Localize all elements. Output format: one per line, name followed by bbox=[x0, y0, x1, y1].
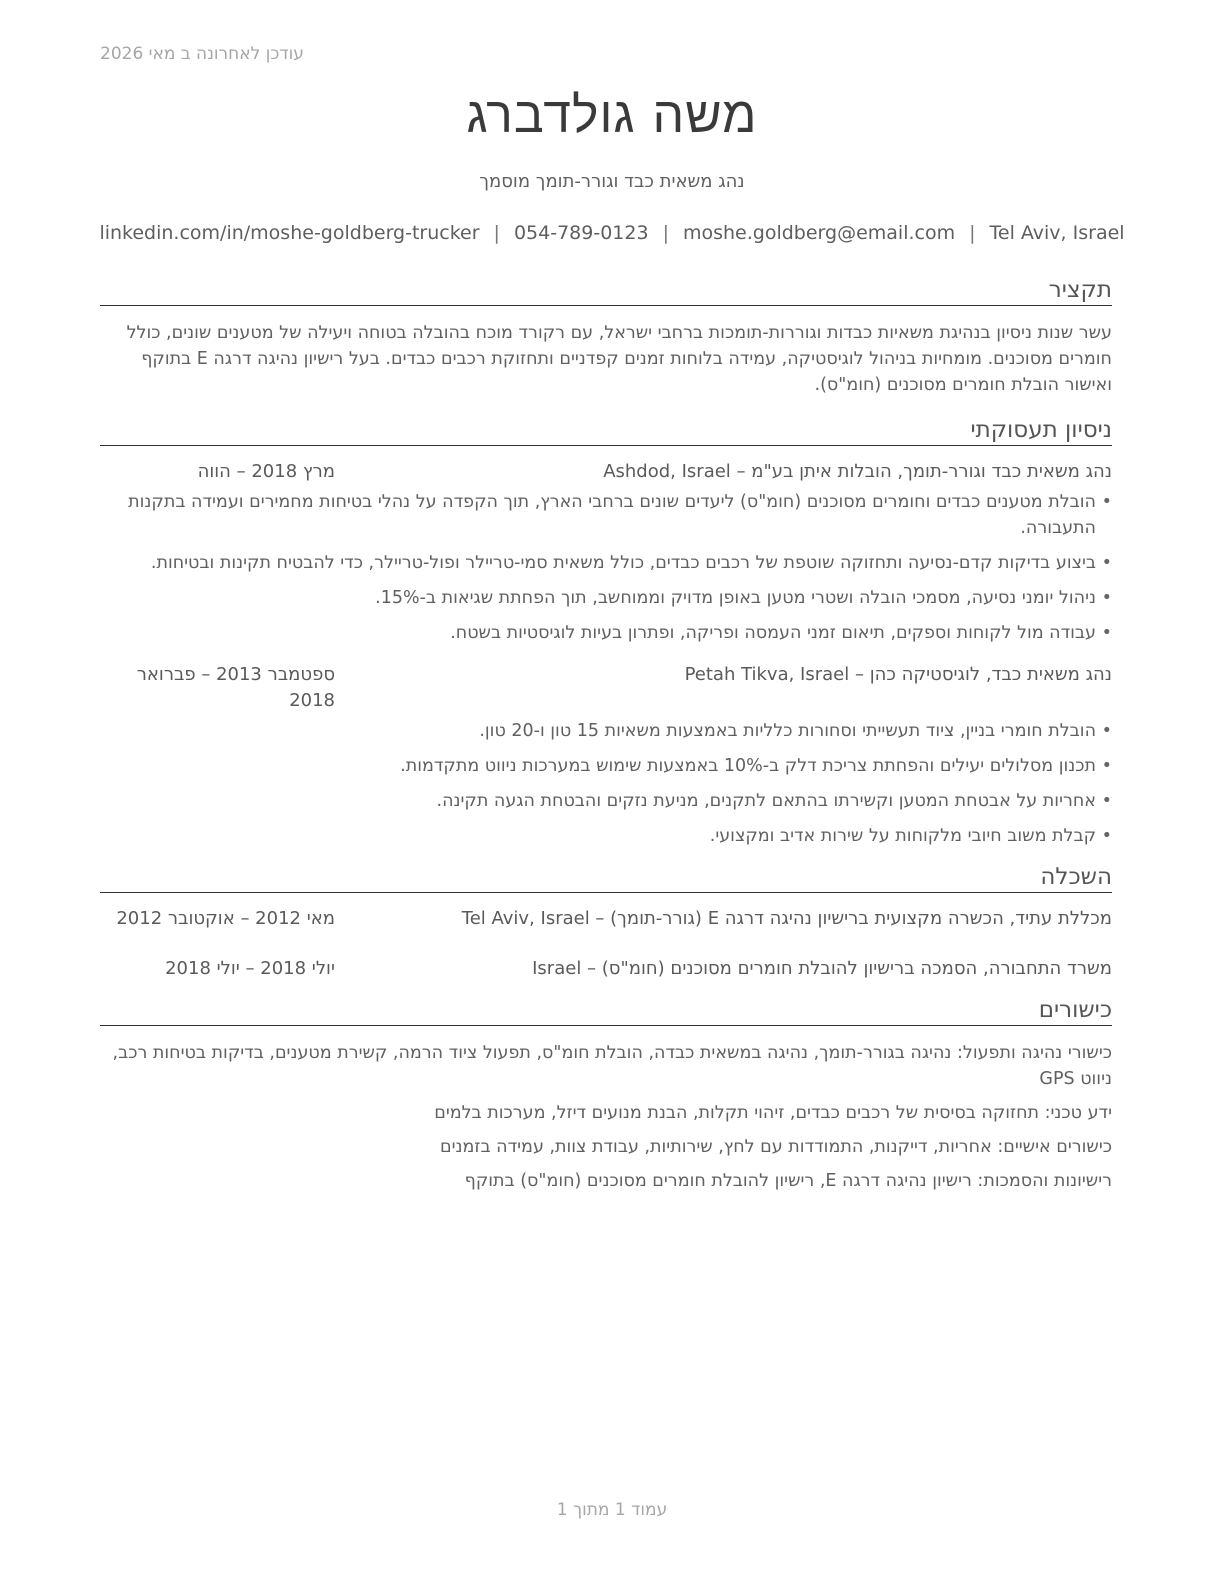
job-bullet: • הובלת מטענים כבדים וחומרים מסוכנים (חומ"ס) ליעדים שונים ברחבי הארץ, תוך הקפדה על נהלי בטיחות מחמירים ועמידה בתקנות התעבורה. bbox=[100, 489, 1112, 541]
candidate-headline: נהג משאית כבד וגורר-תומך מוסמך bbox=[479, 171, 745, 192]
job-title: נהג משאית כבד וגורר-תומך, הובלות איתן בע"מ – Ashdod, Israel bbox=[603, 461, 1112, 482]
job-header bbox=[100, 459, 1112, 485]
phone-number[interactable]: 054-789-0123 bbox=[513, 222, 649, 244]
candidate-name: משה גולדברג bbox=[466, 86, 758, 144]
section-heading-education: השכלה bbox=[100, 863, 1112, 893]
education-dates: יולי 2018 – יולי 2018 bbox=[165, 958, 335, 979]
contact-separator: | bbox=[493, 222, 500, 244]
job-bullet: • קבלת משוב חיובי מלקוחות על שירות אדיב ומקצועי. bbox=[100, 823, 1112, 849]
skill-line: כישורי נהיגה ותפעול: נהיגה בגורר-תומך, נהיגה במשאית כבדה, הובלת חומ"ס, תפעול ציוד הרמה, קשירת מטענים, בדיקות בטיחות רכב, ניווט GPS bbox=[112, 1043, 1112, 1089]
job-bullet: • ניהול יומני נסיעה, מסמכי הובלה ושטרי מטען באופן מדויק וממוחשב, תוך הפחתת שגיאות ב-15%. bbox=[100, 585, 1112, 611]
skills-section bbox=[100, 996, 1112, 1194]
job-entry bbox=[100, 662, 1112, 849]
section-heading-experience: ניסיון תעסוקתי bbox=[100, 416, 1112, 446]
summary-section bbox=[100, 276, 1112, 398]
education-dates: מאי 2012 – אוקטובר 2012 bbox=[116, 908, 335, 929]
education-title: משרד התחבורה, הסמכה ברישיון להובלת חומרים מסוכנים (חומ"ס) – Israel bbox=[532, 958, 1112, 979]
job-bullet: • עבודה מול לקוחות וספקים, תיאום זמני העמסה ופריקה, ופתרון בעיות לוגיסטיות בשטח. bbox=[100, 620, 1112, 646]
job-bullet: • תכנון מסלולים יעילים והפחתת צריכת דלק ב-10% באמצעות שימוש במערכות ניווט מתקדמות. bbox=[100, 753, 1112, 779]
last-updated-note: עודכן לאחרונה ב מאי 2026 bbox=[100, 44, 304, 64]
contact-bar bbox=[0, 222, 1224, 244]
linkedin-link[interactable]: linkedin.com/in/moshe-goldberg-trucker bbox=[99, 222, 480, 244]
job-title: נהג משאית כבד, לוגיסטיקה כהן – Petah Tikva, Israel bbox=[684, 664, 1112, 685]
page-number-footer: עמוד 1 מתוך 1 bbox=[556, 1500, 668, 1520]
email-link[interactable]: moshe.goldberg@email.com bbox=[682, 222, 956, 244]
section-heading-skills: כישורים bbox=[100, 996, 1112, 1026]
job-bullet: • ביצוע בדיקות קדם-נסיעה ותחזוקה שוטפת של רכבים כבדים, כולל משאית סמי-טריילר ופול-טריילר, כדי להבטיח תקינות ובטיחות. bbox=[100, 550, 1112, 576]
job-bullet: • הובלת חומרי בניין, ציוד תעשייתי וסחורות כלליות באמצעות משאיות 15 טון ו-20 טון. bbox=[100, 718, 1112, 744]
job-entry bbox=[100, 459, 1112, 646]
job-bullets bbox=[100, 718, 1112, 849]
job-dates: ספטמבר 2013 – פברואר 2018 bbox=[136, 664, 335, 711]
summary-text: עשר שנות ניסיון בנהיגת משאיות כבדות וגוררות-תומכות ברחבי ישראל, עם רקורד מוכח בהובלה בטוחה ויעילה של מטענים שונים, כולל חומרים מסוכנים. מומחיות בניהול לוגיסטיקה, עמידה בלוחות זמנים קפדניים ותחזוקת רכבים כבדים. בעל רישיון נהיגה דרגה E בתוקף ואישור הובלת חומרים מסוכנים (חומ"ס). bbox=[126, 323, 1112, 395]
job-bullet: • אחריות על אבטחת המטען וקשירתו בהתאם לתקנים, מניעת נזקים והבטחת הגעה תקינה. bbox=[100, 788, 1112, 814]
resume-body bbox=[100, 276, 1112, 1202]
job-bullets bbox=[100, 489, 1112, 646]
skill-line: רישיונות והסמכות: רישיון נהיגה דרגה E, רישיון להובלת חומרים מסוכנים (חומ"ס) בתוקף bbox=[464, 1171, 1112, 1191]
contact-separator: | bbox=[969, 222, 976, 244]
contact-separator: | bbox=[662, 222, 669, 244]
experience-section bbox=[100, 416, 1112, 849]
education-entry bbox=[100, 906, 1112, 932]
job-dates: מרץ 2018 – הווה bbox=[197, 461, 335, 482]
location: Tel Aviv, Israel bbox=[989, 222, 1125, 244]
education-title: מכללת עתיד, הכשרה מקצועית ברישיון נהיגה דרגה E (גורר-תומך) – Tel Aviv, Israel bbox=[461, 908, 1112, 929]
skill-line: ידע טכני: תחזוקה בסיסית של רכבים כבדים, זיהוי תקלות, הבנת מנועים דיזל, מערכות בלמים bbox=[434, 1103, 1112, 1123]
education-entry bbox=[100, 956, 1112, 982]
education-section bbox=[100, 863, 1112, 982]
skills-list bbox=[100, 1040, 1112, 1194]
section-heading-summary: תקציר bbox=[100, 276, 1112, 306]
skill-line: כישורים אישיים: אחריות, דייקנות, התמודדות עם לחץ, שירותיות, עבודת צוות, עמידה בזמנים bbox=[440, 1137, 1112, 1157]
job-header bbox=[100, 662, 1112, 714]
